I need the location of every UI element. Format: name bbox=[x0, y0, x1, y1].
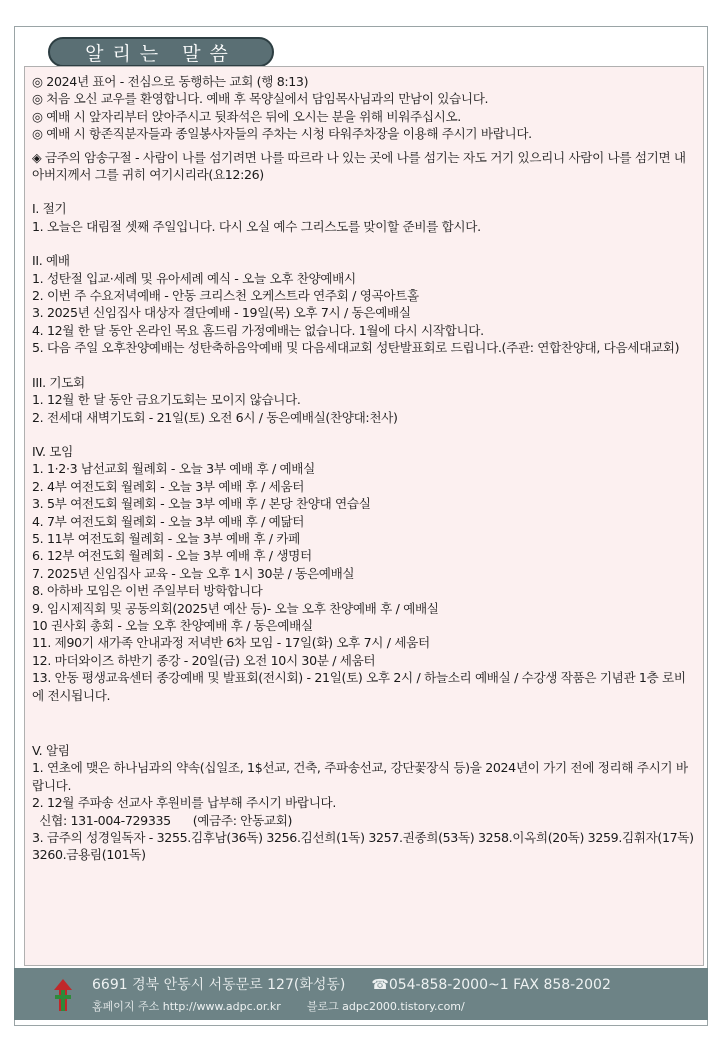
section-item: 6. 12부 여전도회 월례회 - 오늘 3부 예배 후 / 생명터 bbox=[32, 548, 312, 564]
section-title: I. 절기 bbox=[32, 201, 67, 217]
church-address: 6691 경북 안동시 서동문로 127(화성동) bbox=[92, 977, 346, 993]
section-item: 5. 11부 여전도회 월례회 - 오늘 3부 예배 후 / 카페 bbox=[32, 530, 300, 546]
section-item: 2. 이번 주 수요저녁예배 - 안동 크리스천 오케스트라 연주회 / 영곡아트홀 bbox=[32, 288, 419, 304]
blog-link[interactable]: 블로그 adpc2000.tistory.com/ bbox=[306, 1000, 465, 1013]
section-notices bbox=[32, 742, 697, 864]
footer-web-line bbox=[92, 998, 465, 1014]
section-item: 1. 오늘은 대림절 셋째 주일입니다. 다시 오실 예수 그리스도를 맞이할 준비를 합시다. bbox=[32, 218, 481, 234]
footer bbox=[14, 968, 708, 1020]
church-phone: ☎054-858-2000~1 FAX 858-2002 bbox=[371, 977, 611, 993]
section-item: 8. 아하바 모임은 이번 주일부터 방학합니다 bbox=[32, 583, 263, 599]
section-item: 2. 4부 여전도회 월례회 - 오늘 3부 예배 후 / 세움터 bbox=[32, 478, 305, 494]
section-item: 1. 1·2·3 남선교회 월례회 - 오늘 3부 예배 후 / 예배실 bbox=[32, 461, 315, 477]
section-item: 4. 7부 여전도회 월례회 - 오늘 3부 예배 후 / 예닮터 bbox=[32, 513, 305, 529]
notice-item: ◎ 예배 시 앞자리부터 앉아주시고 뒷좌석은 뒤에 오시는 분을 위해 비워주십시오. bbox=[32, 108, 461, 124]
section-meetings bbox=[32, 443, 697, 704]
section-prayer bbox=[32, 374, 697, 426]
section-item: 4. 12월 한 달 동안 온라인 목요 홈드림 가정예배는 없습니다. 1월에 다시 시작합니다. bbox=[32, 322, 484, 338]
notice-item: ◎ 2024년 표어 - 전심으로 동행하는 교회 (행 8:13) bbox=[32, 74, 309, 89]
section-item: 13. 안동 평생교육센터 종강예배 및 발표회(전시회) - 21일(토) 오후 2시 / 하늘소리 예배실 / 수강생 작품은 기념관 1층 로비에 전시됩니다. bbox=[32, 670, 686, 703]
bank-account: 신협: 131-004-729335 (예금주: 안동교회) bbox=[32, 812, 293, 828]
section-title: III. 기도회 bbox=[32, 374, 85, 390]
page-title: 알리는 말씀 bbox=[48, 37, 274, 67]
section-item: 3. 금주의 성경일독자 - 3255.김후남(36독) 3256.김선희(1독) 3257.권종희(53독) 3258.이옥희(20독) 3259.김휘자(17독) 3260.금용림(101독) bbox=[32, 830, 694, 863]
section-item: 2. 12월 주파송 선교사 후원비를 납부해 주시기 바랍니다. bbox=[32, 795, 336, 811]
church-logo-icon bbox=[52, 978, 74, 1012]
section-item: 11. 제90기 새가족 안내과정 저녁반 6차 모임 - 17일(화) 오후 7시 / 세움터 bbox=[32, 635, 430, 651]
notice-item: ◎ 예배 시 항존직분자들과 종일봉사자들의 주차는 시청 타워주차장을 이용해 주시기 바랍니다. bbox=[32, 126, 532, 142]
section-item: 7. 2025년 신임집사 교육 - 오늘 오후 1시 30분 / 동은예배실 bbox=[32, 565, 355, 581]
section-item: 1. 연초에 맺은 하나님과의 약속(십일조, 1$선교, 건축, 주파송선교, 강단꽃장식 등)을 2024년이 가기 전에 정리해 주시기 바랍니다. bbox=[32, 760, 688, 793]
footer-address-line bbox=[92, 974, 611, 994]
section-worship bbox=[32, 252, 697, 356]
section-item: 9. 임시제직회 및 공동의회(2025년 예산 등)- 오늘 오후 찬양예배 후 / 예배실 bbox=[32, 600, 439, 616]
section-item: 5. 다음 주일 오후찬양예배는 성탄축하음악예배 및 다음세대교회 성탄발표회로 드립니다.(주관: 연합찬양대, 다음세대교회) bbox=[32, 340, 680, 356]
section-item: 2. 전세대 새벽기도회 - 21일(토) 오전 6시 / 동은예배실(찬양대:천사) bbox=[32, 409, 398, 425]
section-title: IV. 모임 bbox=[32, 443, 73, 459]
section-item: 1. 12월 한 달 동안 금요기도회는 모이지 않습니다. bbox=[32, 392, 301, 408]
notice-item: ◎ 처음 오신 교우를 환영합니다. 예배 후 목양실에서 담임목사님과의 만남이 있습니다. bbox=[32, 91, 489, 107]
homepage-link[interactable]: 홈페이지 주소 http://www.adpc.or.kr bbox=[92, 1000, 281, 1013]
section-item: 3. 2025년 신임집사 대상자 결단예배 - 19일(목) 오후 7시 / 동은예배실 bbox=[32, 305, 411, 321]
section-title: V. 알림 bbox=[32, 743, 70, 758]
section-title: II. 예배 bbox=[32, 253, 70, 269]
section-item: 3. 5부 여전도회 월례회 - 오늘 3부 예배 후 / 본당 찬양대 연습실 bbox=[32, 496, 371, 512]
section-item: 12. 마더와이즈 하반기 종강 - 20일(금) 오전 10시 30분 / 세움터 bbox=[32, 652, 376, 668]
section-feast bbox=[32, 200, 697, 235]
notice-list bbox=[32, 73, 697, 143]
announcement-box bbox=[24, 66, 704, 966]
memory-verse: ◈ 금주의 암송구절 - 사람이 나를 섬기려면 나를 따르라 나 있는 곳에 나를 섬기는 자도 거기 있으리니 사람이 나를 섬기면 내 아버지께서 그를 귀히 여기시리라(요12:26) bbox=[32, 149, 686, 183]
section-item: 1. 성탄절 입교·세례 및 유아세례 예식 - 오늘 오후 찬양예배시 bbox=[32, 270, 356, 286]
section-item: 10 권사회 총회 - 오늘 오후 찬양예배 후 / 동은예배실 bbox=[32, 617, 313, 633]
